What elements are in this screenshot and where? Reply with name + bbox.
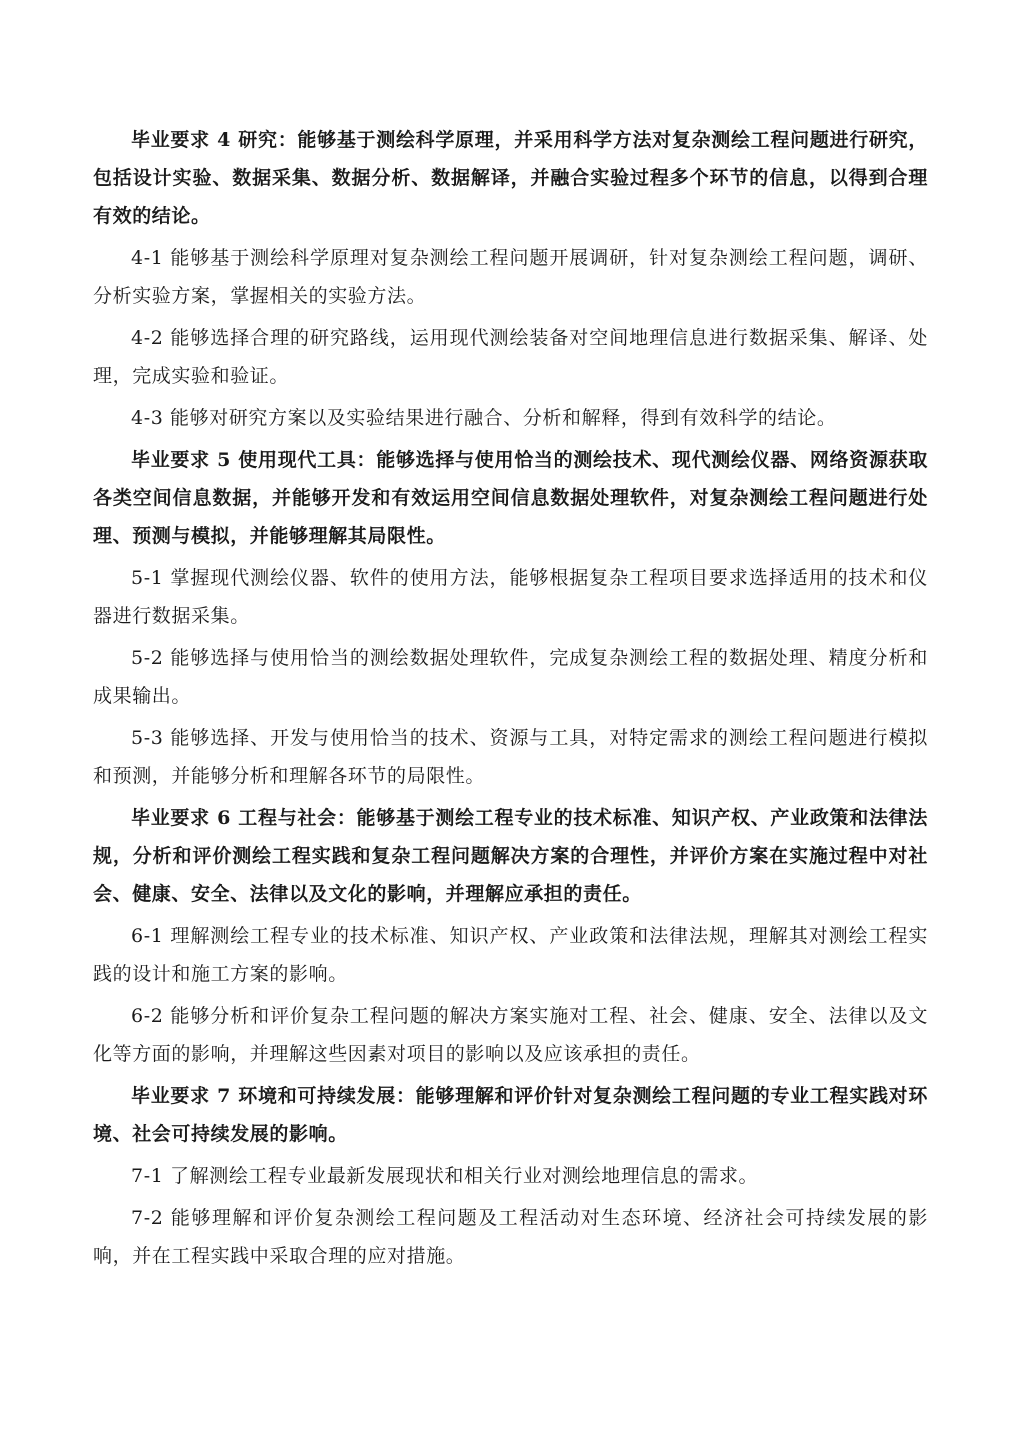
graduation-requirement-7: 毕业要求 7 环境和可持续发展：能够理解和评价针对复杂测绘工程问题的专业工程实践对环境、社会可持续发展的影响。 [93, 1085, 928, 1145]
indicator-4-1: 4-1 能够基于测绘科学原理对复杂测绘工程问题开展调研，针对复杂测绘工程问题，调研、分析实验方案，掌握相关的实验方法。 [93, 247, 928, 307]
graduation-requirement-6: 毕业要求 6 工程与社会：能够基于测绘工程专业的技术标准、知识产权、产业政策和法律法规，分析和评价测绘工程实践和复杂工程问题解决方案的合理性，并评价方案在实施过程中对社会、健康、安全、法律以及文化的影响，并理解应承担的责任。 [93, 807, 928, 905]
indicator-4-3: 4-3 能够对研究方案以及实验结果进行融合、分析和解释，得到有效科学的结论。 [131, 407, 837, 429]
indicator-6-2: 6-2 能够分析和评价复杂工程问题的解决方案实施对工程、社会、健康、安全、法律以及文化等方面的影响，并理解这些因素对项目的影响以及应该承担的责任。 [93, 1005, 928, 1065]
indicator-5-3: 5-3 能够选择、开发与使用恰当的技术、资源与工具，对特定需求的测绘工程问题进行模拟和预测，并能够分析和理解各环节的局限性。 [93, 727, 928, 787]
graduation-requirement-5: 毕业要求 5 使用现代工具：能够选择与使用恰当的测绘技术、现代测绘仪器、网络资源获取各类空间信息数据，并能够开发和有效运用空间信息数据处理软件，对复杂测绘工程问题进行处理、预测与模拟，并能够理解其局限性。 [93, 449, 928, 547]
indicator-5-1: 5-1 掌握现代测绘仪器、软件的使用方法，能够根据复杂工程项目要求选择适用的技术和仪器进行数据采集。 [93, 567, 928, 627]
indicator-5-2: 5-2 能够选择与使用恰当的测绘数据处理软件，完成复杂测绘工程的数据处理、精度分析和成果输出。 [93, 647, 928, 707]
indicator-7-2: 7-2 能够理解和评价复杂测绘工程问题及工程活动对生态环境、经济社会可持续发展的影响，并在工程实践中采取合理的应对措施。 [93, 1207, 928, 1267]
indicator-4-2: 4-2 能够选择合理的研究路线，运用现代测绘装备对空间地理信息进行数据采集、解译、处理，完成实验和验证。 [93, 327, 928, 387]
indicator-6-1: 6-1 理解测绘工程专业的技术标准、知识产权、产业政策和法律法规，理解其对测绘工程实践的设计和施工方案的影响。 [93, 925, 928, 985]
indicator-7-1: 7-1 了解测绘工程专业最新发展现状和相关行业对测绘地理信息的需求。 [131, 1165, 759, 1187]
graduation-requirement-4: 毕业要求 4 研究：能够基于测绘科学原理，并采用科学方法对复杂测绘工程问题进行研究，包括设计实验、数据采集、数据分析、数据解译，并融合实验过程多个环节的信息，以得到合理有效的结论。 [93, 129, 928, 227]
